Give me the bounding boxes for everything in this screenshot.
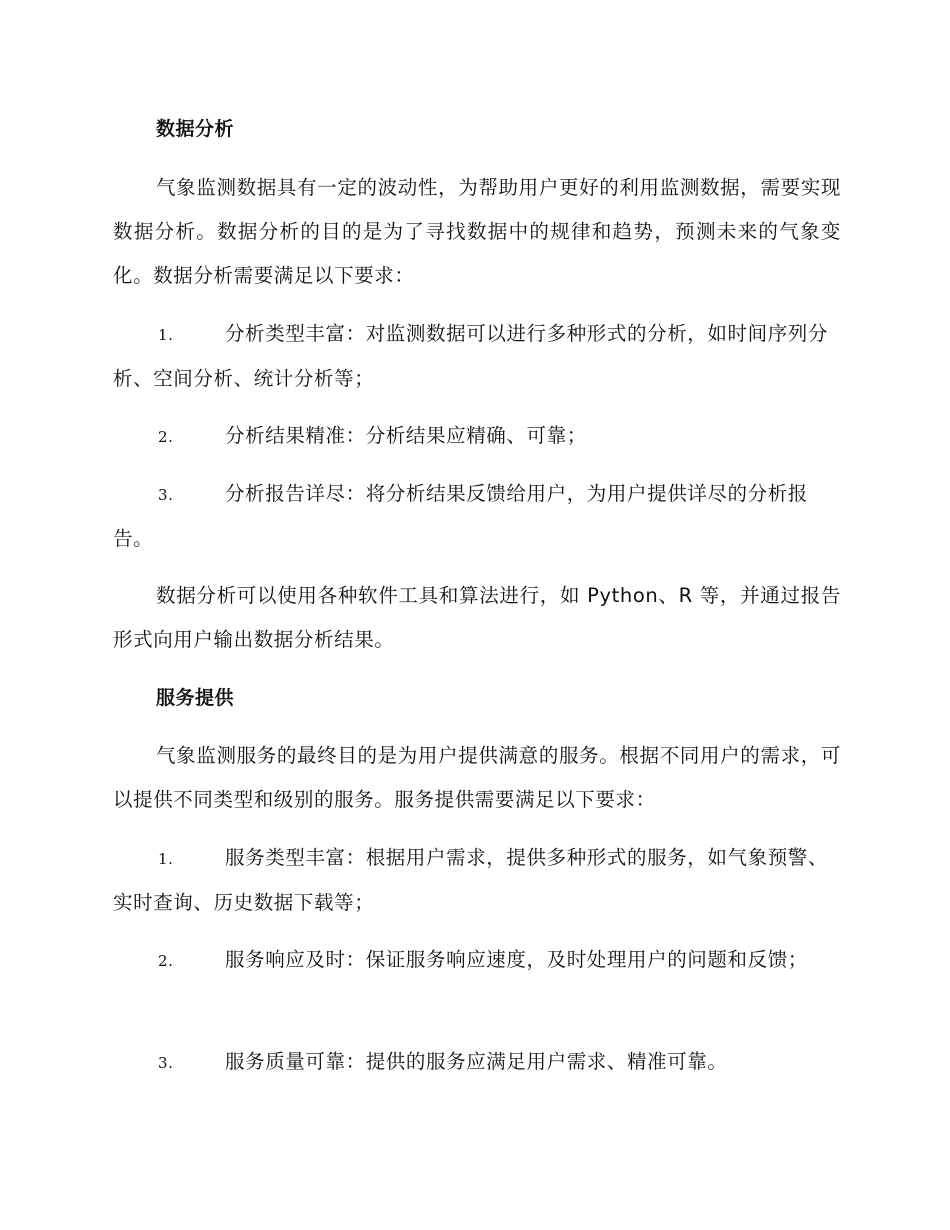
list-number: 1. xyxy=(158,326,174,344)
list-number: 3. xyxy=(158,486,174,504)
service-item-2 xyxy=(113,938,841,983)
data-analysis-closing: 数据分析可以使用各种软件工具和算法进行，如 Python、R 等，并通过报告形式向用户输出数据分析结果。 xyxy=(113,584,841,651)
service-item-3 xyxy=(113,1040,841,1085)
data-analysis-item-3 xyxy=(113,472,841,561)
list-number: 3. xyxy=(158,1054,174,1072)
list-item-text: 服务质量可靠：提供的服务应满足用户需求、精准可靠。 xyxy=(225,1050,728,1073)
section-heading-service: 服务提供 xyxy=(156,687,235,709)
service-item-1 xyxy=(113,836,841,925)
list-number: 2. xyxy=(158,952,174,970)
data-analysis-item-2 xyxy=(113,414,841,459)
list-number: 2. xyxy=(158,428,174,446)
list-item-text: 服务类型丰富：根据用户需求，提供多种形式的服务，如气象预警、实时查询、历史数据下载等； xyxy=(113,846,829,914)
section-heading-data-analysis: 数据分析 xyxy=(156,118,235,140)
data-analysis-item-1 xyxy=(113,312,841,401)
list-item-text: 分析报告详尽：将分析结果反馈给用户，为用户提供详尽的分析报告。 xyxy=(113,482,808,550)
list-item-text: 服务响应及时：保证服务响应速度，及时处理用户的问题和反馈； xyxy=(225,948,808,971)
list-number: 1. xyxy=(158,850,174,868)
list-item-text: 分析类型丰富：对监测数据可以进行多种形式的分析，如时间序列分析、空间分析、统计分析等； xyxy=(113,322,829,390)
service-intro: 气象监测服务的最终目的是为用户提供满意的服务。根据不同用户的需求，可以提供不同类型和级别的服务。服务提供需要满足以下要求： xyxy=(113,744,841,811)
list-item-text: 分析结果精准：分析结果应精确、可靠； xyxy=(225,424,587,447)
data-analysis-intro: 气象监测数据具有一定的波动性，为帮助用户更好的利用监测数据，需要实现数据分析。数据分析的目的是为了寻找数据中的规律和趋势，预测未来的气象变化。数据分析需要满足以下要求： xyxy=(113,176,841,287)
